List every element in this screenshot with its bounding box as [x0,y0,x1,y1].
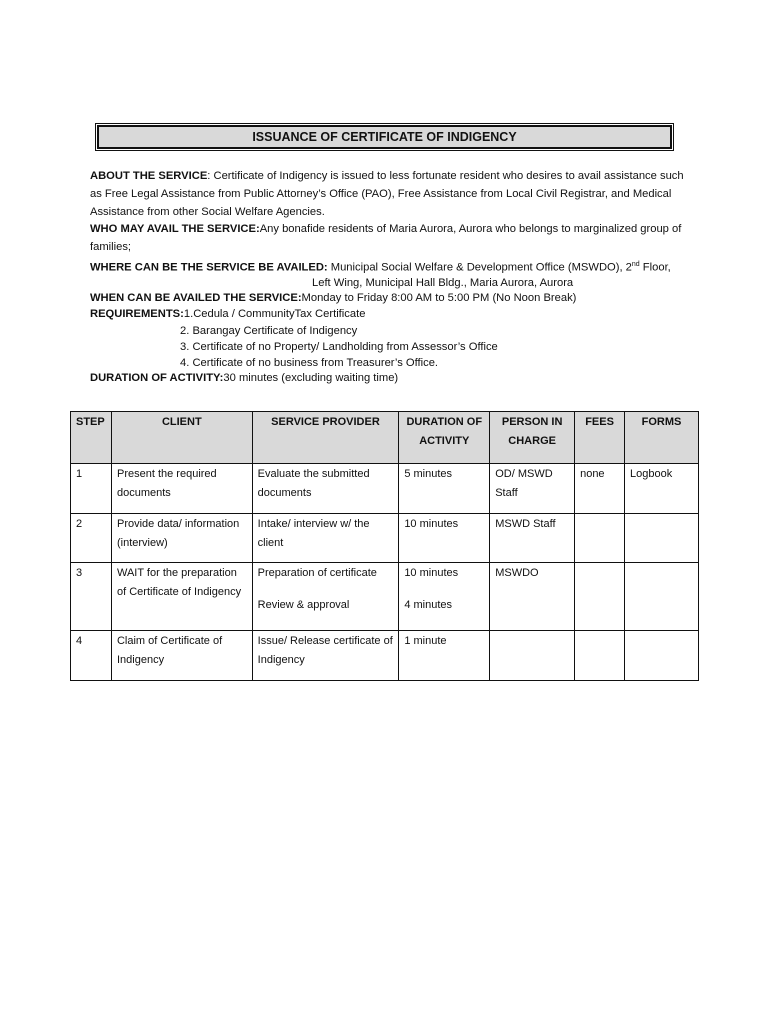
provider-text: Preparation of certificate [257,567,377,579]
duration-text-2: 4 minutes [404,598,453,611]
cell-provider [252,631,399,681]
provider-text: Evaluate the submitted documents [257,468,370,499]
cell-provider [252,563,399,631]
table-row [71,514,699,563]
header-forms: FORMS [625,412,699,464]
requirement-item-3: 3. Certificate of no Property/ Landholding from Assessor’s Office [180,340,498,353]
table-row [71,563,699,631]
cell-provider [252,464,399,514]
table-row [71,464,699,514]
cell-fees [575,514,625,563]
about-text: : Certificate of Indigency is issued to less fortunate resident who desires to avail assistance such as Free Legal Assistance from Public Attorney’s Office (PAO), Free Assistance from Local Civil Registrar, and Medical Assistance from other Social Welfare Agencies. [90,170,684,218]
table-row [71,631,699,681]
cell-forms [625,563,699,631]
cell-forms: Logbook [625,464,699,514]
when-label: WHEN CAN BE AVAILED THE SERVICE: [90,292,302,305]
header-fees: FEES [575,412,625,464]
header-step: STEP [71,412,112,464]
document-title-text: ISSUANCE OF CERTIFICATE OF INDIGENCY [252,130,517,144]
cell-client: Present the required documents [111,464,252,514]
cell-person: MSWDO [490,563,575,631]
where-section [90,257,685,276]
cell-person [490,631,575,681]
where-line2: Left Wing, Municipal Hall Bldg., Maria Aurora, Aurora [312,277,574,290]
cell-person: OD/ MSWD Staff [490,464,575,514]
duration-text: 10 minutes [404,518,459,530]
cell-step: 3 [71,563,112,631]
who-text: Any bonafide residents of Maria Aurora, Aurora who belongs to marginalized group of families; [90,223,682,254]
cell-duration [399,514,490,563]
duration-text: 5 minutes [404,468,453,480]
provider-text: Issue/ Release certificate of Indigency [257,635,393,666]
cell-step: 2 [71,514,112,563]
cell-duration [399,464,490,514]
cell-fees [575,631,625,681]
who-section [90,221,685,257]
duration-section [90,371,685,387]
who-label: WHO MAY AVAIL THE SERVICE: [90,223,260,236]
about-label: ABOUT THE SERVICE [90,170,208,182]
cell-client: Provide data/ information (interview) [111,514,252,563]
cell-forms [625,631,699,681]
service-info [90,168,685,386]
about-section [90,168,685,221]
header-person: PERSON IN CHARGE [490,412,575,464]
cell-client: Claim of Certificate of Indigency [111,631,252,681]
header-client: CLIENT [111,412,252,464]
process-table [70,411,699,681]
where-text-end: Floor, [639,261,671,274]
header-provider: SERVICE PROVIDER [252,412,399,464]
when-text: Monday to Friday 8:00 AM to 5:00 PM (No Noon Break) [301,292,577,305]
requirement-item-4: 4. Certificate of no business from Treasurer’s Office. [180,356,439,369]
requirements-label: REQUIREMENTS: [90,307,184,320]
where-label: WHERE CAN BE THE SERVICE BE AVAILED: [90,261,328,274]
duration-text: 30 minutes (excluding waiting time) [223,371,399,384]
provider-text-2: Review & approval [257,598,350,611]
duration-label: DURATION OF ACTIVITY: [90,371,224,384]
provider-text: Intake/ interview w/ the client [257,518,370,549]
cell-person: MSWD Staff [490,514,575,563]
duration-text: 10 minutes [404,567,459,579]
cell-step: 1 [71,464,112,514]
where-text: Municipal Social Welfare & Development Office (MSWDO), 2 [327,261,632,274]
requirement-item-1: 1.Cedula / CommunityTax Certificate [183,307,366,320]
when-section [90,291,685,307]
cell-client: WAIT for the preparation of Certificate of Indigency [111,563,252,631]
document-title [97,125,672,149]
duration-text: 1 minute [404,635,447,647]
requirements-section [90,307,685,323]
table-header-row [71,412,699,464]
requirement-item-2: 2. Barangay Certificate of Indigency [180,324,358,337]
cell-fees [575,563,625,631]
header-duration: DURATION OF ACTIVITY [399,412,490,464]
cell-fees: none [575,464,625,514]
cell-step: 4 [71,631,112,681]
cell-duration [399,631,490,681]
cell-forms [625,514,699,563]
cell-duration [399,563,490,631]
where-sup: nd [631,260,640,268]
cell-provider [252,514,399,563]
